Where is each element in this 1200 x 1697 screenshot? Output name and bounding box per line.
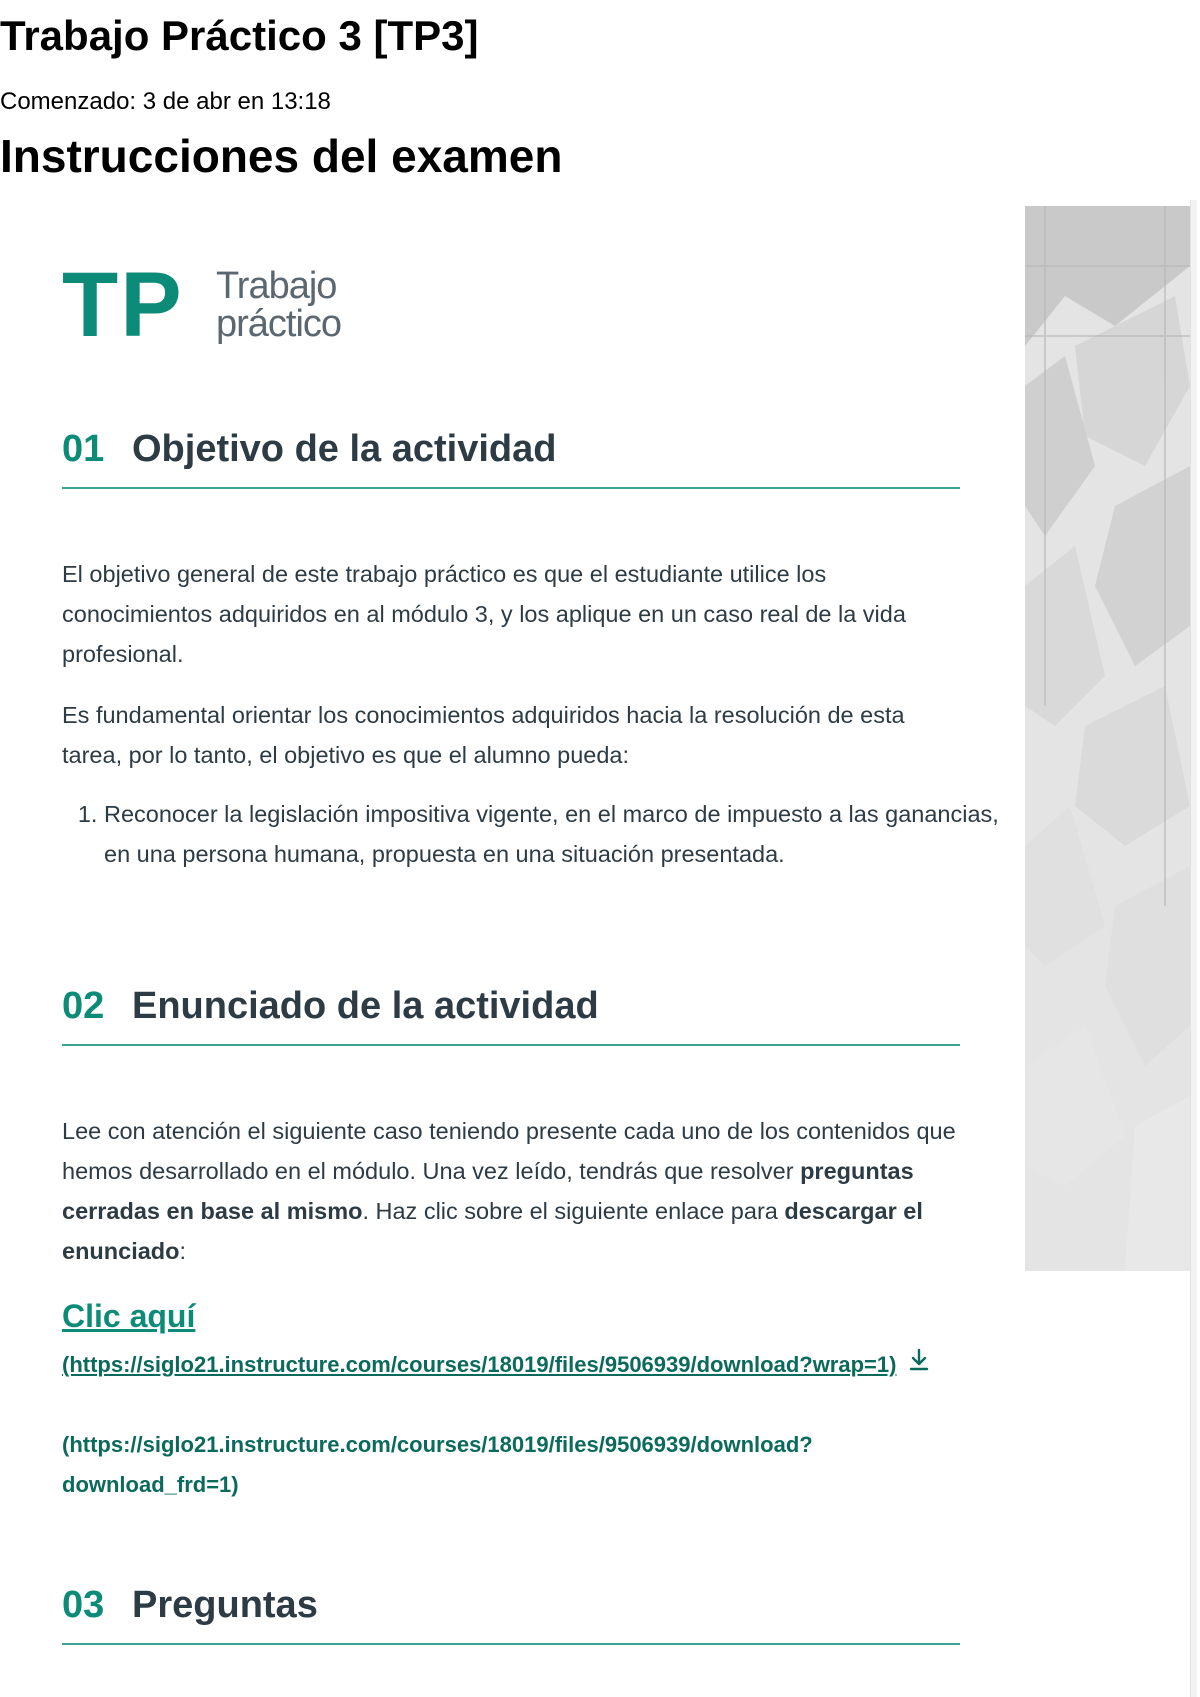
started-timestamp: Comenzado: 3 de abr en 13:18 xyxy=(0,88,331,115)
statement-bold-2: descargar el enunciado xyxy=(62,1198,923,1264)
statement-text-3: : xyxy=(179,1238,187,1264)
instructions-title: Instrucciones del examen xyxy=(0,130,563,182)
tp-logo xyxy=(62,205,960,355)
objective-list xyxy=(62,794,1002,874)
statement-text-2: . Haz clic sobre el siguiente enlace para xyxy=(362,1198,785,1224)
section-02-header xyxy=(62,984,960,1046)
scrollbar-track[interactable] xyxy=(1190,200,1197,1697)
section-01-header xyxy=(62,427,960,489)
tp-logo-word-line1: Trabajo xyxy=(216,265,337,307)
statement-text-1: Lee con atención el siguiente caso teniendo presente cada uno de los contenidos que hemos desarrollado en el módulo. Una vez leído, tendrás que resolver xyxy=(62,1118,956,1184)
objective-paragraph-2: Es fundamental orientar los conocimientos adquiridos hacia la resolución de esta tarea, por lo tanto, el objetivo es que el alumno pueda: xyxy=(62,702,905,768)
tp-logo-letters: TP xyxy=(62,254,184,356)
decorative-architecture-image xyxy=(1025,206,1190,1271)
page-title: Trabajo Práctico 3 [TP3] xyxy=(0,12,479,59)
tp-logo-word-line2: práctico xyxy=(216,303,342,345)
section-title: Preguntas xyxy=(132,1584,318,1626)
download-icon[interactable] xyxy=(906,1346,932,1386)
objective-paragraph-1: El objetivo general de este trabajo práctico es que el estudiante utilice los conocimientos adquiridos en al módulo 3, y los aplique en un caso real de la vida profesional. xyxy=(62,561,906,667)
section-03-header xyxy=(62,1583,960,1645)
download-link-url-text[interactable]: (https://siglo21.instructure.com/courses/18019/files/9506939/download?wrap=1) xyxy=(62,1352,897,1377)
list-item: 1. Reconocer la legislación impositiva vigente, en el marco de impuesto a las ganancias, en una persona humana, propuesta en una situación presentada. xyxy=(104,794,1002,874)
section-number: 03 xyxy=(62,1584,105,1626)
download-link-url-wrap[interactable] xyxy=(62,1345,960,1386)
section-number: 01 xyxy=(62,428,105,470)
section-number: 02 xyxy=(62,985,105,1027)
download-link-clic-aqui[interactable]: Clic aquí xyxy=(62,1298,196,1334)
statement-paragraph xyxy=(62,1111,960,1271)
instructions-content xyxy=(62,205,999,1626)
section-title: Enunciado de la actividad xyxy=(132,985,599,1027)
download-link-url-frd[interactable]: (https://siglo21.instructure.com/courses/18019/files/9506939/download?download_frd=1) xyxy=(62,1432,813,1497)
tp-logo-word xyxy=(216,267,341,343)
section-title: Objetivo de la actividad xyxy=(132,428,557,470)
statement-bold-1: preguntas cerradas en base al mismo xyxy=(62,1158,914,1224)
